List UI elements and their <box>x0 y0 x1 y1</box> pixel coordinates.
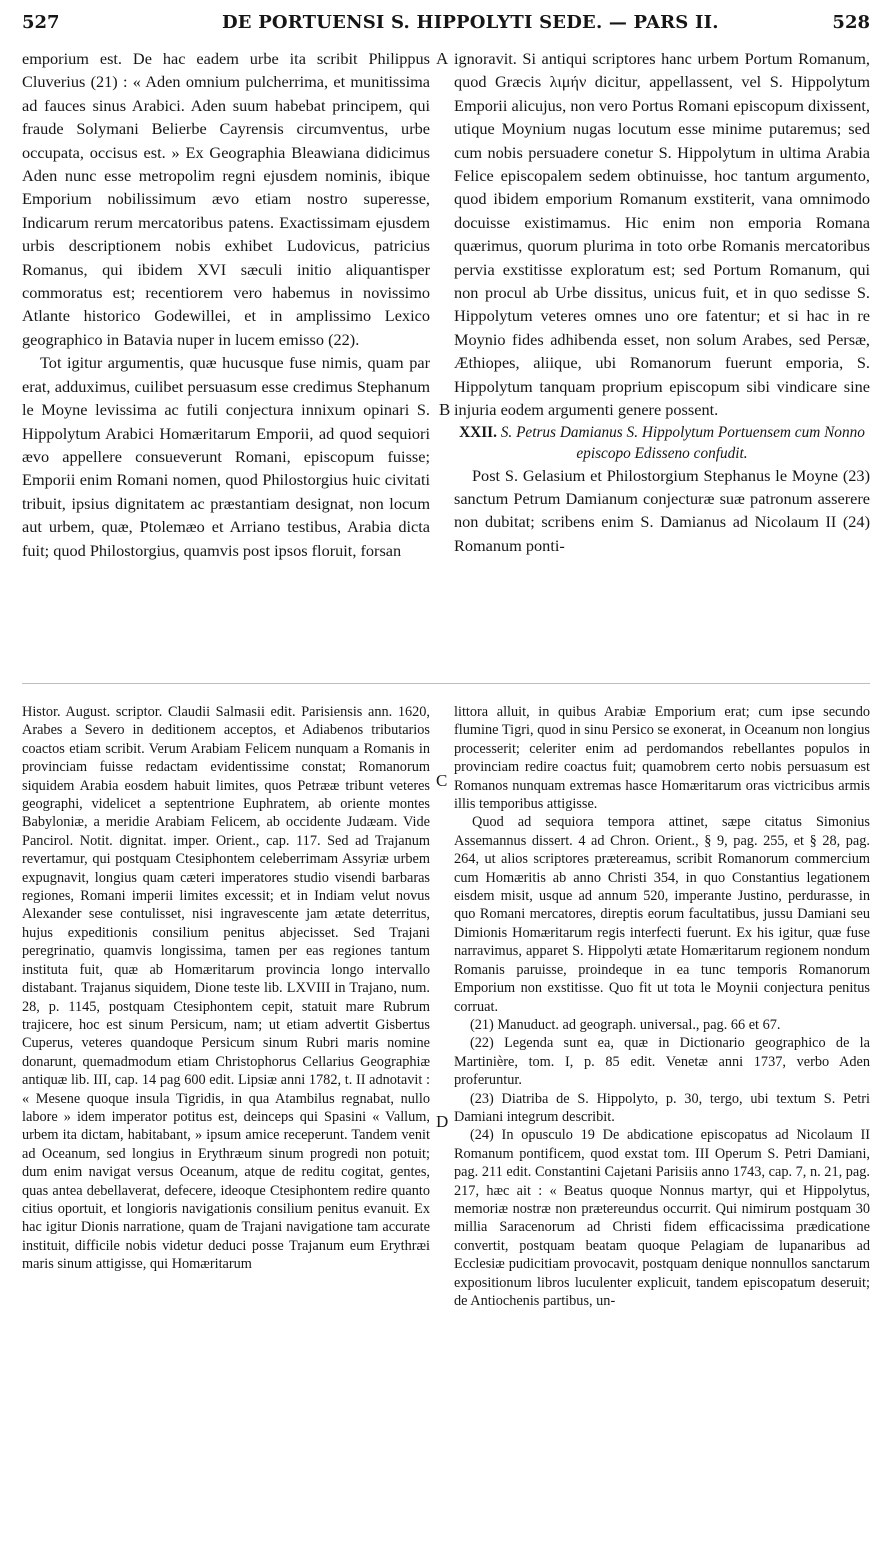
note-paragraph: Quod ad sequiora tempora attinet, sæpe citatus Simonius Assemannus dissert. 4 ad Chron. Orient., § 9, pag. 255, et § 28, pag. 264, ut alios scriptores prætereamus, scribit Romanorum commercium cum Homæritis ab anno Christi 354, in quo Constantius legationem eisdem misit, usque ad annum 520, imperante Justino, perdurasse, in quo Romani mercatores, direptis eorum facultatibus, jussu Damiani seu Dimionis Homæritarum regis interfecti fuerunt. Ex his igitur, quæ fuse narravimus, apparet S. Hippolyti ætate Homæritarum regionem nondum Romanis paruisse, proindeque in ea tunc temporis Romanorum Emporium non exstitisse. Quo fit ut tota le Moynii conjectura penitus corruat. <box>454 814 870 1015</box>
paragraph: emporium est. De hac eadem urbe ita scribit Philippus Cluverius (21) : « Aden omnium pulcherrima, et munitissima ad fauces sinus Arabici. Aden suum habebat principem, qui fraude Solymani Belierbe Cayrensis circumventus, urbe occupata, occisus est. » Ex Geographia Bleawiana didicimus Aden nunc esse metropolim regni ejusdem nominis, ibique Emporium nobilissimum ævo etiam nostro superesse, Indicarum rerum mercatoribus patens. Exactissimam ejusdem urbis descriptionem nobis exhibet Ludovicus, patricius Romanus, qui ibidem XVI sæculi initio aliquantisper commoratus est; recentiorem vero habemus in novissimo Atlante historico Godewillei, et in amplissimo Lexico geographico in Batavia nuper in lucem emisso (22). <box>22 49 430 349</box>
page-number-right: 528 <box>832 12 870 33</box>
main-text-right-column <box>454 47 870 667</box>
paragraph: Tot igitur argumentis, quæ hucusque fuse nimis, quam par erat, adduximus, cuilibet persuasum esse credimus Stephanum le Moyne levissima ac futili conjectura innixum opinari S. Hippolytum Arabici Homæritarum Emporii, ad quod sequiori ævo appellere consueverunt Romani, episcopum fuisse; Emporii enim Romani nomen, quod Philostorgius huic civitati tribuit, ipsius dignitatem ac præstantiam designat, non locum aut urbem, quæ, Ptolemæo et Arriano testibus, Arabia dicta fuit; quod Philostorgius, quamvis post ipsos floruit, forsan <box>22 353 430 560</box>
margin-marker-a: A <box>436 49 449 68</box>
paragraph: ignoravit. Si antiqui scriptores hanc urbem Portum Romanum, quod Græcis λιμήν dicitur, appellassent, vel S. Hippolytum Emporii alicujus, non vero Portus Romani episcopum dixissent, utique Moynium nugas locutum esse minime putaremus; sed cum nobis persuadere conetur S. Hippolytum in ultima Arabia Felice episcopalem sedem obtinuisse, hoc tantum argumento, quod ibidem emporium Romanum exstiterit, vana omnimodo docuisse existimamus. Hic enim non emporia Romana quærimus, quorum plurima in toto orbe Romanis mercatoribus pervia exstitisse exploratum est; sed Portum Romanum, qui non procul ab Urbe dissitus, unicus fuit, et in quo sedisse S. Hippolytum veteres omnes uno ore fatentur; et si hac in re Moynio fides adhibenda esset, non solum Arabes, sed Persæ, Æthiopes, aliique, ubi Romanorum fuerunt emporia, S. Hippolytum tanquam proprium episcopum sibi vindicare sine injuria eodem argumenti genere possent. <box>454 49 870 420</box>
footnote-22: (22) Legenda sunt ea, quæ in Dictionario geographico de la Martinière, tom. I, p. 85 edit. Venetæ anni 1737, verbo Aden proferuntur. <box>454 1035 870 1089</box>
footnote-24: (24) In opusculo 19 De abdicatione episcopatus ad Nicolaum II Romanum pontificem, quod exstat tom. III Operum S. Petri Damiani, pag. 211 edit. Constantini Cajetani Parisiis anno 1743, cap. 7, n. 21, pag. 217, hæc ait : « Beatus quoque Nonnus martyr, qui et Hippolytus, memoriæ nostræ non prætereundus occurrit. Qui nimirum postquam 30 millia Saracenorum ad Christi fidem efficacissima prædicatione convertit, postquam beatam quoque Pelagiam de lupanaribus ad Ecclesiæ pudicitiam provocavit, postquam denique nonnullos sanctarum expositionum libros luculenter explicuit, tandem episcopatum deseruit; de Antiochenis partibus, un- <box>454 1127 870 1309</box>
note-paragraph: littora alluit, in quibus Arabiæ Emporium erat; cum ipse secundo flumine Tigri, quod in sinu Persico se exonerat, in Oceanum non longius processerit; celeriter enim ad perdomandos rebellantes populos in provinciam redire coactus fuit; quamobrem certo nobis persuasum est Romanos nunquam extremas hasce Homæritarum oras victricibus armis illis temporibus attigisse. <box>454 704 870 813</box>
margin-marker-d: D <box>436 1112 449 1131</box>
section-divider <box>22 683 870 684</box>
main-text-left-column <box>22 47 430 667</box>
notes-left-column <box>22 703 430 1503</box>
paragraph: Post S. Gelasium et Philostorgium Stephanus le Moyne (23) sanctum Petrum Damianum conjecturæ suæ patronum asserere non dubitat; scribens enim S. Damianus ad Nicolaum II (24) Romanum ponti- <box>454 465 870 555</box>
running-title: DE PORTUENSI S. HIPPOLYTI SEDE. — PARS II. <box>222 12 719 33</box>
section-title: S. Petrus Damianus S. Hippolytum Portuensem cum Nonno episcopo Edisseno confudit. <box>500 423 865 462</box>
note-paragraph: Histor. August. scriptor. Claudii Salmasii edit. Parisiensis ann. 1620, Arabes a Severo in deditionem acceptos, et Adiabenos tributarios coactos etiam scribit. Verum Arabiam Felicem nunquam a Romanis in provinciam fuisse redactam evidentissime constat; Romanorum siquidem Arabia eosdem habuit limites, quos Petrææ tribunt veteres geographi, videlicet a septentrione Euphratem, ab oriente montes Babyloniæ, a meridie Arabiam Felicem, ab occidente Judæam. Vide Pancirol. Notit. dignitat. imper. Orient., cap. 117. Sed ad Trajanum revertamur, qui postquam Ctesiphontem celeberrimam Assyriæ urbem expugnavit, longius quam cæteri imperatores studio visendi barbaras regiones, Romani imperii limites excessit; et in Indiam velut novus Alexander sese contulisset, nisi ingravescente jam ætate deterritus, hujus expeditionis consilium penitus abjecisset. Sed Trajani peregrinatio, quamvis longissima, tamen per eas regiones tantum instituta fuit, quæ ab Homæritarum provincia longo intervallo distabant. Trajanus siquidem, Dione teste lib. LXVIII in Trajano, num. 28, p. 1145, postquam Ctesiphontem cepit, statuit mare Rubrum trajicere, hoc est sinum Persicum, nam; ut etiam advertit Gisbertus Cuperus, veteres quandoque Persicum sinum Rubri maris nomine donarunt, quemadmodum etiam Christophorus Cellarius Geographiæ antiquæ lib. III, cap. 14 pag 600 edit. Lipsiæ anni 1782, t. II adnotavit : « Mesene quoque insula Tigridis, in qua Atambilus regnabat, nullo labore » idem imperator potitus est, deinceps qui Spasini « Vallum, urbem ita dictam, habitabant, » ipsum amice receperunt. Tandem venit ad Oceanum, sed longius in Erythræum sinum progredi non potuit; dum enim navigat versus Oceanum, atque de reditu cogitat, gentes, quas antea debellaverat, defecere, ideoque Ctesiphontem redire quanto citius oportuit, et longioris navigationis consilium penitus evanuit. Ex hac igitur Dionis narratione, quam de Trajani navigatione tam accurate instituit, difficile nobis videtur deduci posse Trajanum eum Erythræi maris sinum attigisse, qui Homæritarum <box>22 704 430 1273</box>
footnote-21: (21) Manuduct. ad geograph. universal., pag. 66 et 67. <box>470 1016 781 1033</box>
section-heading <box>454 422 870 464</box>
running-header <box>22 12 870 36</box>
margin-marker-c: C <box>436 771 448 790</box>
margin-marker-b: B <box>439 400 451 419</box>
page-number-left: 527 <box>22 12 60 33</box>
section-number: XXII. <box>459 423 497 441</box>
footnote-23: (23) Diatriba de S. Hippolyto, p. 30, tergo, ubi textum S. Petri Damiani integrum describit. <box>454 1090 870 1125</box>
notes-right-column <box>454 703 870 1503</box>
